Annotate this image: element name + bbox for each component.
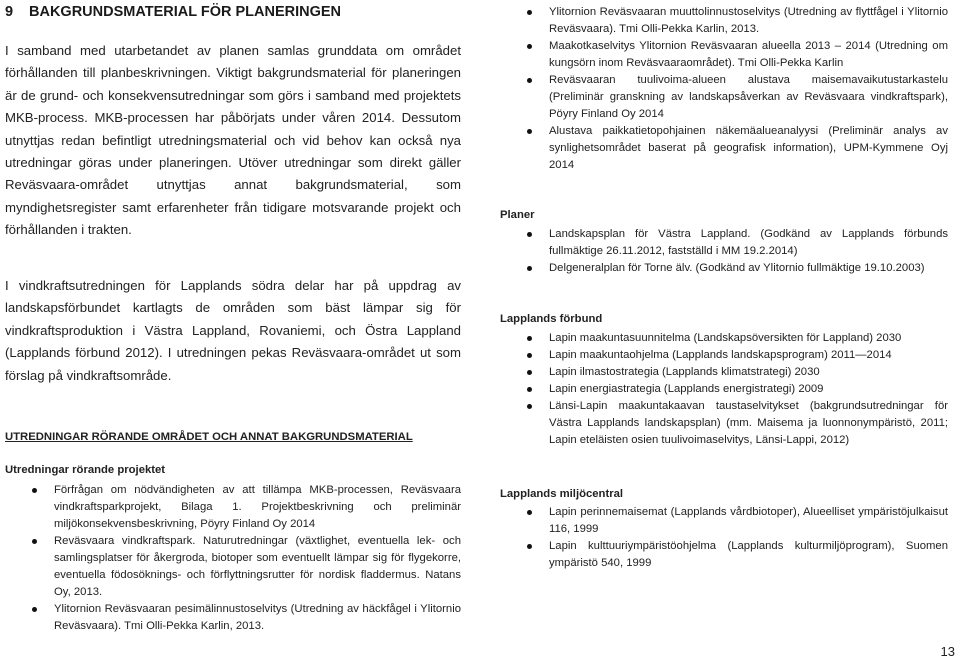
bullet-icon [527,78,532,83]
section-number: 9 [5,4,14,20]
bullet-icon [527,44,532,49]
bullet-icon [32,539,37,544]
bullet-icon [527,387,532,392]
list-item: Landskapsplan för Västra Lappland. (Godkänd av Lapplands förbunds fullmäktige 26.11.2012, fastställd i MM 19.2.2014) [500,226,948,260]
list-item: Förfrågan om nödvändigheten av att tillämpa MKB-processen, Reväsvaara vindkraftsparkprojekt, Bilaga 1. Projektbeskrivning och preliminär miljökonsekvensbeskrivning, Pöyry Finland Oy 2014 [5,482,461,533]
wind-power-paragraph: I vindkraftsutredningen för Lapplands södra delar har på uppdrag av landskapsförbundet kartlagts de områden som bäst lämpar sig för vindkraftsproduktion i Västra Lappland, Rovaniemi, och Östra Lappland (Lapplands förbund 2012). I utredningen pekas Reväsvaara-området ut som förslag på vindkraftsområde. [5,278,461,383]
project-studies-title: Utredningar rörande projektet [5,464,166,476]
bullet-icon [527,232,532,237]
intro-paragraph: I samband med utarbetandet av planen samlas grunddata om området förhållanden till planbeskrivningen. Viktigt bakgrundsmaterial för planeringen är de grund- och konsekvensutredningar som görs i samband med projektets MKB-process. MKB-processen har påbörjats under våren 2014. Dessutom utnyttjas redan befintligt utredningsmaterial och vid behov kan också nya utredningar göras under planeringen. Utöver utredningar som direkt gäller Reväsvaara-området utnyttjas annat bakgrundsmaterial, som myndighetsregister samt erfarenheter från tidigare motsvarande projekt och förhållanden i trakten. [5,43,461,238]
list-item: Ylitornion Reväsvaaran muuttolinnustoselvitys (Utredning av flyttfågel i Ylitornio Reväsvaara). Tmi Olli-Pekka Karlin, 2013. [500,4,948,38]
page-number: 13 [940,644,955,659]
bullet-icon [527,404,532,409]
bullet-icon [32,607,37,612]
bullet-icon [527,544,532,549]
list-item: Lapin kulttuuriympäristöohjelma (Lapplands kulturmiljöprogram), Suomen ympäristö 540, 1999 [500,538,948,572]
bullet-icon [527,336,532,341]
section-title: BAKGRUNDSMATERIAL FÖR PLANERINGEN [29,4,342,20]
lapplands-miljocentral-list [500,504,948,572]
list-item: Maakotkaselvitys Ylitornion Reväsvaaran alueella 2013 – 2014 (Utredning om kungsörn inom Reväsvaaraområdet). Tmi Olli-Pekka Karlin [500,38,948,72]
list-item: Länsi-Lapin maakuntakaavan taustaselvitykset (bakgrundsutredningar för Västra Lapplands landskapsplan) (mm. Maisema ja luonnonympäristö, 2011; Lapin eteläisten osien tuulivoimaselvitys, Länsi-Lappi, 2012) [500,398,948,449]
bird-studies-list [500,4,948,174]
list-item: Lapin ilmastostrategia (Lapplands klimatstrategi) 2030 [500,364,948,381]
planer-list [500,226,948,277]
studies-heading: UTREDNINGAR RÖRANDE OMRÅDET OCH ANNAT BAKGRUNDSMATERIAL [5,431,413,443]
bullet-icon [527,129,532,134]
section-heading [5,4,341,20]
lapplands-miljocentral-title: Lapplands miljöcentral [500,488,624,500]
list-item: Ylitornion Reväsvaaran pesimälinnustoselvitys (Utredning av häckfågel i Ylitornio Reväsvaara). Tmi Olli-Pekka Karlin, 2013. [5,601,461,635]
project-studies-list [5,482,461,635]
bullet-icon [527,353,532,358]
list-item: Lapin perinnemaisemat (Lapplands vårdbiotoper), Alueelliset ympäristöjulkaisut 116, 1999 [500,504,948,538]
list-item: Lapin maakuntasuunnitelma (Landskapsöversikten för Lappland) 2030 [500,330,948,347]
lapplands-forbund-list [500,330,948,449]
bullet-icon [527,266,532,271]
lapplands-forbund-title: Lapplands förbund [500,313,603,325]
bullet-icon [32,488,37,493]
list-item: Reväsvaara vindkraftspark. Naturutredningar (växtlighet, eventuella lek- och samlingsplatser för åkergroda, biotoper som eventuellt lämpar sig för flygekorre, eventuella födosöknings- och förflyttningsrutter för nordisk fladdermus. Natans Oy, 2013. [5,533,461,601]
list-item: Reväsvaaran tuulivoima-alueen alustava maisemavaikutustarkastelu (Preliminär granskning av landskapsåverkan av Reväsvaara vindkraftspark), Pöyry Finland Oy 2014 [500,72,948,123]
planer-title: Planer [500,209,535,221]
list-item: Delgeneralplan för Torne älv. (Godkänd av Ylitornio fullmäktige 19.10.2003) [500,260,948,277]
list-item: Lapin maakuntaohjelma (Lapplands landskapsprogram) 2011—2014 [500,347,948,364]
bullet-icon [527,510,532,515]
bullet-icon [527,370,532,375]
list-item: Alustava paikkatietopohjainen näkemäalueanalyysi (Preliminär analys av synlighetsområdet baserat på geografisk information), UPM-Kymmene Oyj 2014 [500,123,948,174]
list-item: Lapin energiastrategia (Lapplands energistrategi) 2009 [500,381,948,398]
bullet-icon [527,10,532,15]
